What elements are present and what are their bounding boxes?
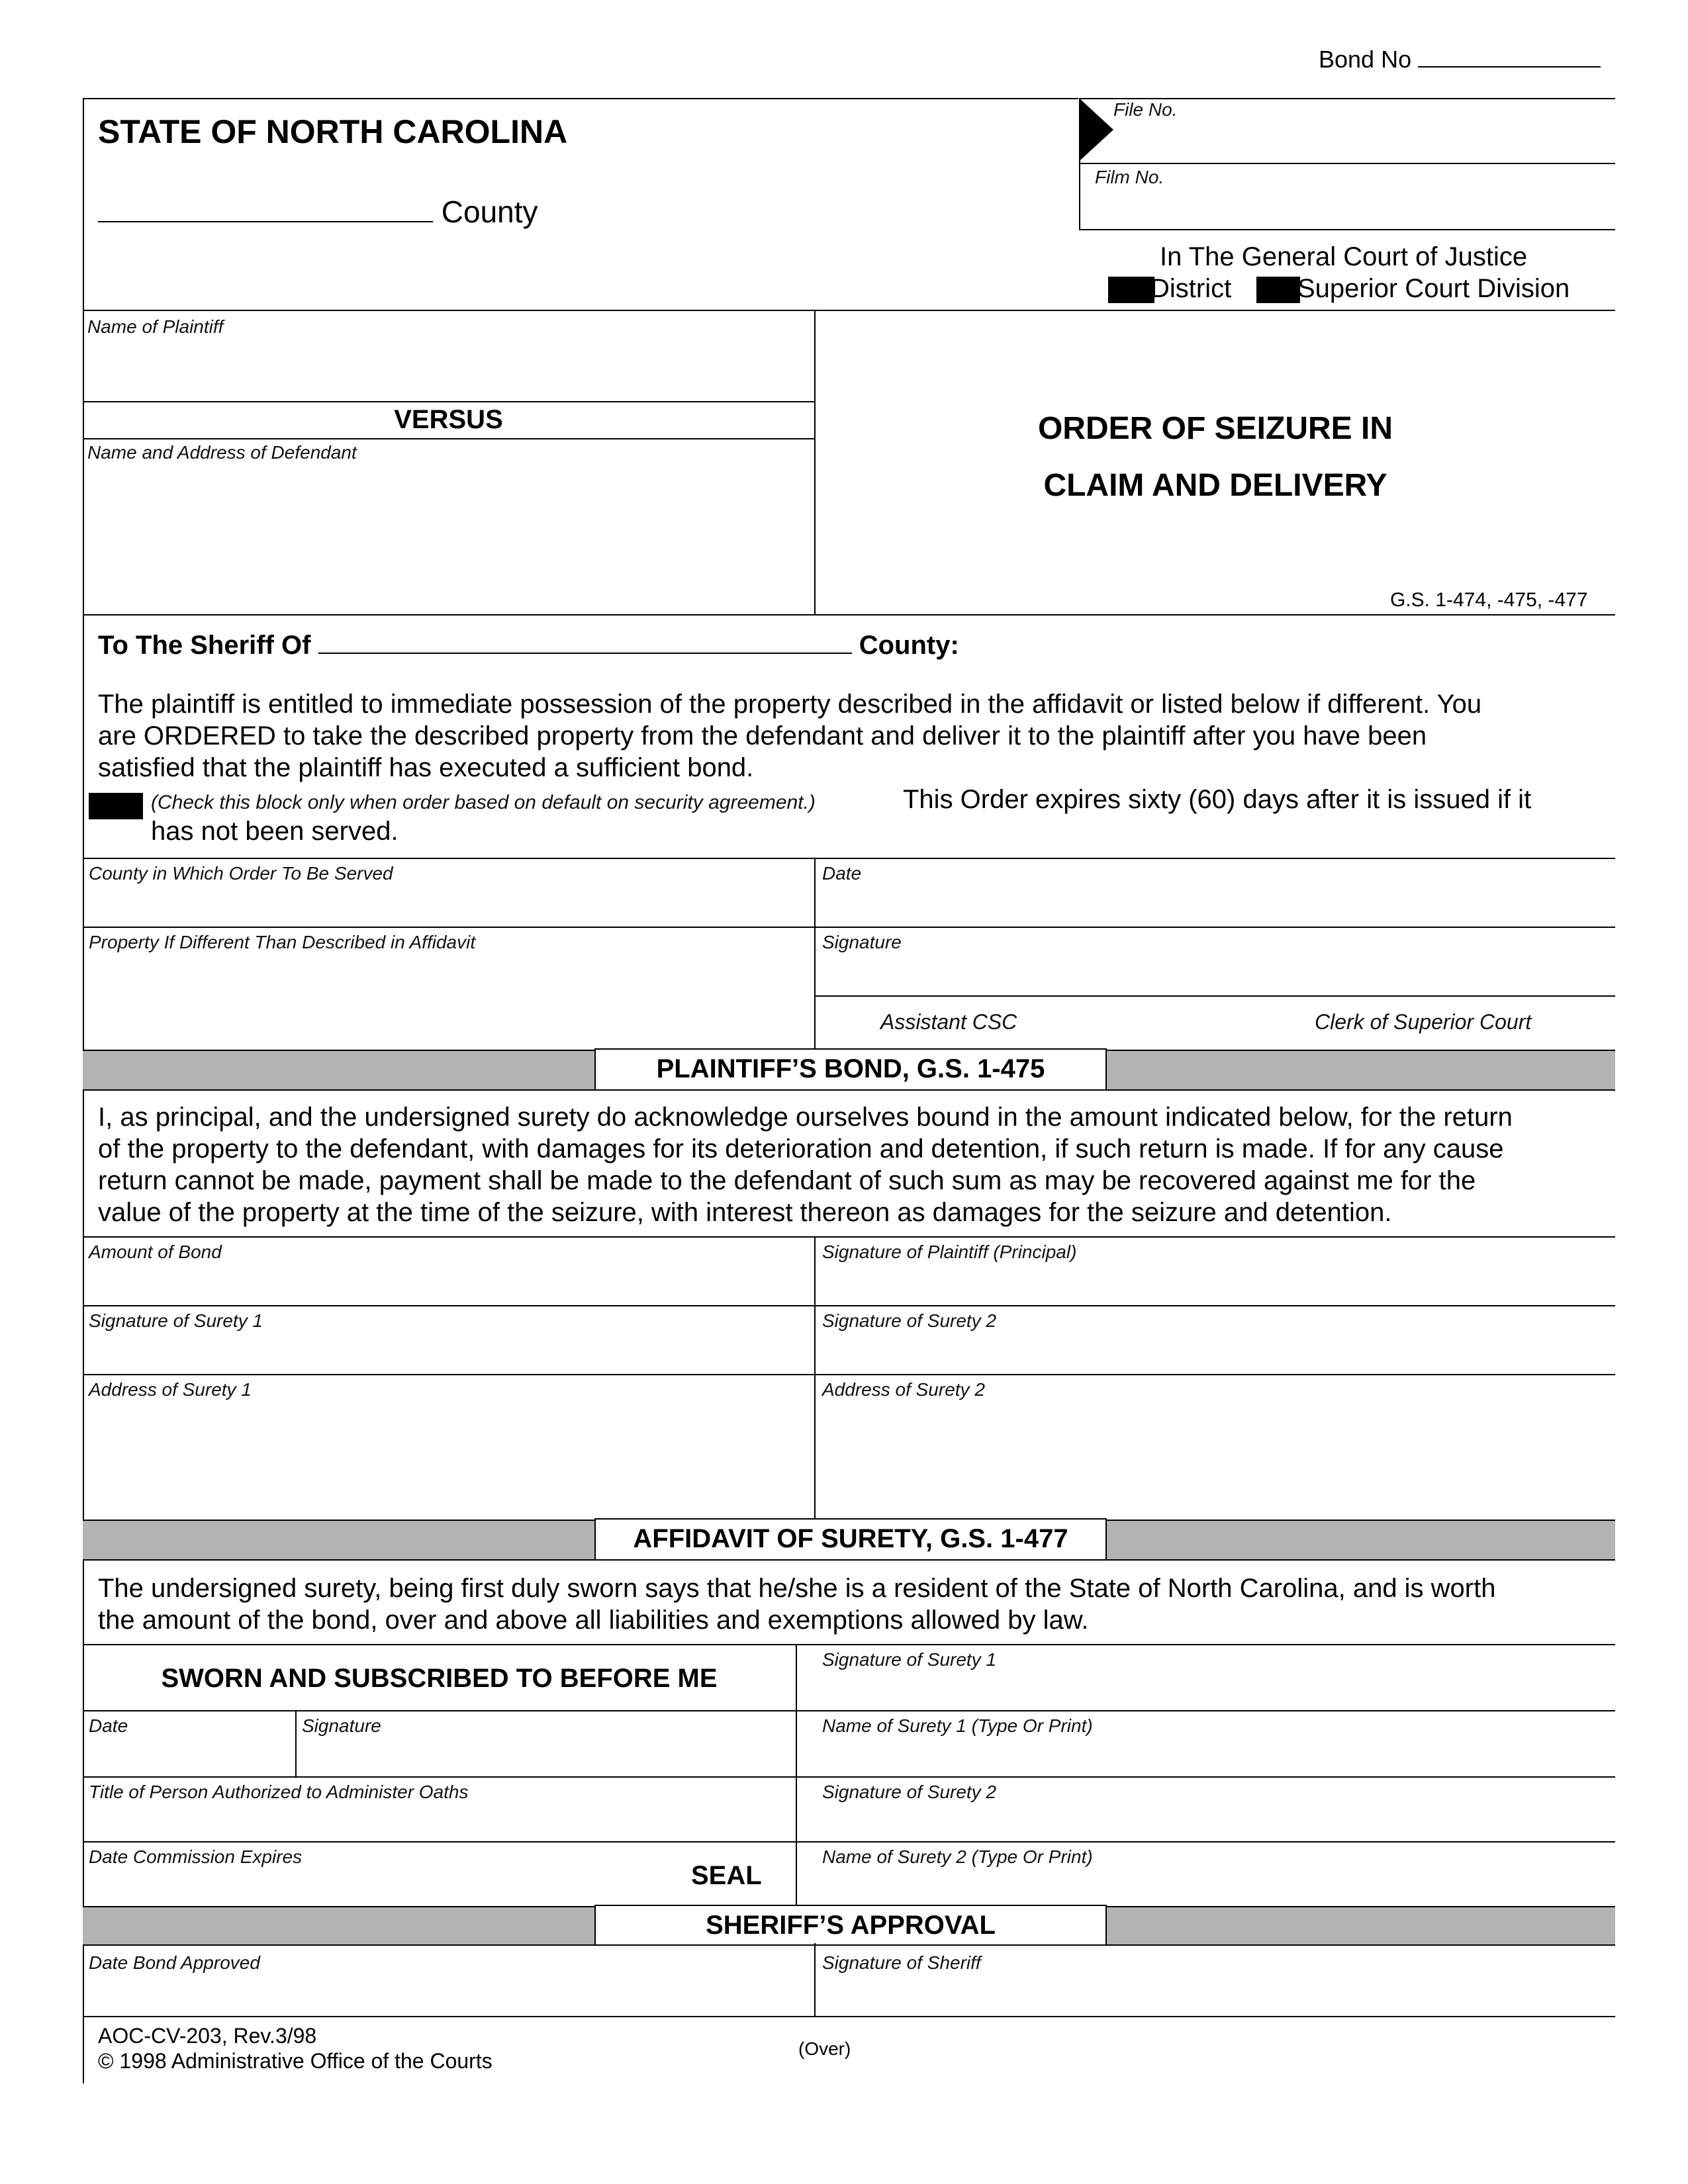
name-surety1-field[interactable] [804, 1737, 1609, 1772]
expires-line2: has not been served. [151, 817, 399, 846]
bond-para-1: I, as principal, and the undersigned surety do acknowledge ourselves bound in the amount indicated below, for the return [98, 1103, 1513, 1132]
clerk-superior[interactable]: Clerk of Superior Court [1315, 1010, 1532, 1034]
affidavit-grid-row4 [83, 1841, 1615, 1843]
parties-top [83, 310, 1615, 311]
order-date-field[interactable] [821, 884, 1609, 924]
sworn-title: SWORN AND SUBSCRIBED TO BEFORE ME [161, 1664, 718, 1693]
bond-grid-row3 [83, 1374, 1615, 1375]
district-checkbox[interactable] [1108, 277, 1154, 303]
file-no-field[interactable] [1125, 119, 1602, 159]
affidavit-grid-row3 [83, 1776, 1615, 1778]
affidavit-para-2: the amount of the bond, over and above all liabilities and exemptions allowed by law. [98, 1606, 1089, 1635]
order-top [83, 614, 1615, 615]
name-surety2-field[interactable] [804, 1868, 1609, 1902]
sig-sheriff-label: Signature of Sheriff [822, 1952, 981, 1973]
bond-sig-surety2-field[interactable] [821, 1332, 1609, 1371]
assistant-csc[interactable]: Assistant CSC [880, 1010, 1017, 1034]
affidavit-grid-row2 [83, 1710, 1615, 1711]
versus-bottom [83, 438, 814, 439]
name-surety2-label: Name of Surety 2 (Type Or Print) [822, 1846, 1093, 1867]
addr-surety2-label: Address of Surety 2 [822, 1379, 985, 1400]
affidavit-para-1: The undersigned surety, being first duly sworn says that he/she is a resident of the State of North Carolina, and is worth [98, 1574, 1496, 1603]
copyright: © 1998 Administrative Office of the Courts [98, 2049, 492, 2073]
parties-divider [814, 310, 816, 614]
aff-sig-surety1-field[interactable] [804, 1670, 1609, 1707]
county-input[interactable] [98, 191, 433, 222]
addr-surety1-label: Address of Surety 1 [89, 1379, 252, 1400]
bond-para-2: of the property to the defendant, with damages for its deterioration and detention, if such return is made. If for any cause [98, 1134, 1504, 1163]
bond-no-field[interactable] [1418, 42, 1601, 68]
county-served-label: County in Which Order To Be Served [89, 863, 393, 884]
county-label: County [441, 195, 538, 229]
affidavit-title: AFFIDAVIT OF SURETY, G.S. 1-477 [594, 1518, 1107, 1561]
defendant-label: Name and Address of Defendant [87, 442, 357, 463]
versus: VERSUS [394, 405, 503, 434]
seal: SEAL [691, 1861, 762, 1890]
file-arrow-icon [1080, 99, 1113, 160]
sheriff-county-input[interactable] [318, 626, 852, 654]
versus-top [83, 401, 814, 402]
bond-title: PLAINTIFF’S BOND, G.S. 1-475 [594, 1048, 1107, 1091]
sheriff-prefix: To The Sheriff Of [98, 631, 311, 660]
order-signature-label: Signature [822, 932, 902, 952]
sheriff-bottom [83, 2016, 1615, 2017]
affidavit-grid-divider [796, 1644, 797, 1906]
district-label: District [1150, 274, 1232, 303]
aff-sig-surety2-field[interactable] [804, 1803, 1609, 1839]
addr-surety2-field[interactable] [821, 1400, 1609, 1513]
form-number: AOC-CV-203, Rev.3/98 [98, 2024, 317, 2048]
defendant-field[interactable] [89, 465, 804, 610]
county-served-field[interactable] [89, 884, 804, 924]
bond-sig-surety1-label: Signature of Surety 1 [89, 1310, 263, 1331]
bond-sig-surety2-label: Signature of Surety 2 [822, 1310, 997, 1331]
commission-label: Date Commission Expires [89, 1846, 303, 1867]
file-box-mid [1079, 163, 1615, 164]
check-note: (Check this block only when order based on default on security agreement.) [151, 792, 816, 813]
aff-date-label: Date [89, 1715, 128, 1736]
default-checkbox[interactable] [89, 793, 143, 819]
property-label: Property If Different Than Described in Affidavit [89, 932, 476, 952]
order-grid-divider [814, 858, 816, 1050]
title-person-field[interactable] [89, 1803, 788, 1839]
superior-label: Superior Court Division [1297, 274, 1570, 303]
bond-grid-top [83, 1236, 1615, 1238]
sheriff-title: SHERIFF’S APPROVAL [594, 1905, 1107, 1946]
statute: G.S. 1-474, -475, -477 [1390, 589, 1588, 611]
bond-no-label [1319, 42, 1601, 73]
aff-sig-surety2-label: Signature of Surety 2 [822, 1782, 997, 1802]
title-line2: CLAIM AND DELIVERY [1043, 468, 1387, 503]
order-signature-field[interactable] [821, 953, 1609, 993]
bond-para-3: return cannot be made, payment shall be made to the defendant of such sum as may be recovered against me for the [98, 1166, 1476, 1195]
date-approved-label: Date Bond Approved [89, 1952, 260, 1973]
file-box-bottom [1079, 229, 1615, 230]
aff-signature-field[interactable] [302, 1737, 789, 1772]
bond-sig-surety1-field[interactable] [89, 1332, 804, 1371]
title-line1: ORDER OF SEIZURE IN [1037, 411, 1393, 446]
bond-no-text: Bond No [1319, 46, 1412, 73]
order-grid-row2 [83, 927, 1615, 928]
bond-grid-row2 [83, 1305, 1615, 1306]
over-note: (Over) [798, 2038, 851, 2059]
plaintiff-label: Name of Plaintiff [87, 316, 224, 337]
order-para-2: are ORDERED to take the described property from the defendant and deliver it to the plaintiff after you have been [98, 721, 1427, 751]
property-field[interactable] [89, 953, 804, 1046]
order-para-1: The plaintiff is entitled to immediate possession of the property described in the affidavit or listed below if different. You [98, 690, 1482, 719]
date-sig-divider [295, 1710, 297, 1776]
sheriff-line [98, 626, 959, 660]
sig-plaintiff-label: Signature of Plaintiff (Principal) [822, 1242, 1077, 1262]
commission-field[interactable] [89, 1868, 672, 1902]
title-person-label: Title of Person Authorized to Administer Oaths [89, 1782, 469, 1802]
film-no-label: Film No. [1095, 167, 1164, 187]
film-no-field[interactable] [1125, 185, 1602, 225]
county-line [98, 191, 538, 230]
sheriff-suffix: County: [859, 631, 959, 660]
bond-grid-divider [814, 1236, 816, 1520]
name-surety1-label: Name of Surety 1 (Type Or Print) [822, 1715, 1093, 1736]
state-title: STATE OF NORTH CAROLINA [98, 113, 568, 150]
court-line1: In The General Court of Justice [1160, 242, 1528, 271]
affidavit-grid-top [83, 1644, 1615, 1645]
superior-checkbox[interactable] [1256, 277, 1300, 303]
sig-plaintiff-field[interactable] [821, 1263, 1609, 1302]
frame-left [83, 98, 84, 2083]
file-no-label: File No. [1113, 99, 1178, 120]
sheriff-divider [814, 1943, 816, 2016]
aff-sig-surety1-label: Signature of Surety 1 [822, 1649, 997, 1670]
amount-field[interactable] [89, 1263, 804, 1302]
aff-date-field[interactable] [89, 1737, 288, 1772]
addr-surety1-field[interactable] [89, 1400, 804, 1513]
order-para-3: satisfied that the plaintiff has executed a sufficient bond. [98, 753, 754, 782]
amount-label: Amount of Bond [89, 1242, 222, 1262]
signature-underline [814, 995, 1615, 997]
plaintiff-field[interactable] [89, 339, 804, 398]
order-grid-top [83, 858, 1615, 859]
aff-signature-label: Signature [302, 1715, 381, 1736]
order-date-label: Date [822, 863, 862, 884]
frame-top-left [83, 98, 1078, 99]
date-approved-field[interactable] [89, 1974, 804, 2012]
bond-para-4: value of the property at the time of the seizure, with interest thereon as damages for the seizure and detention. [98, 1198, 1392, 1227]
sig-sheriff-field[interactable] [821, 1974, 1609, 2012]
expires-line1: This Order expires sixty (60) days after it is issued if it [903, 785, 1532, 814]
